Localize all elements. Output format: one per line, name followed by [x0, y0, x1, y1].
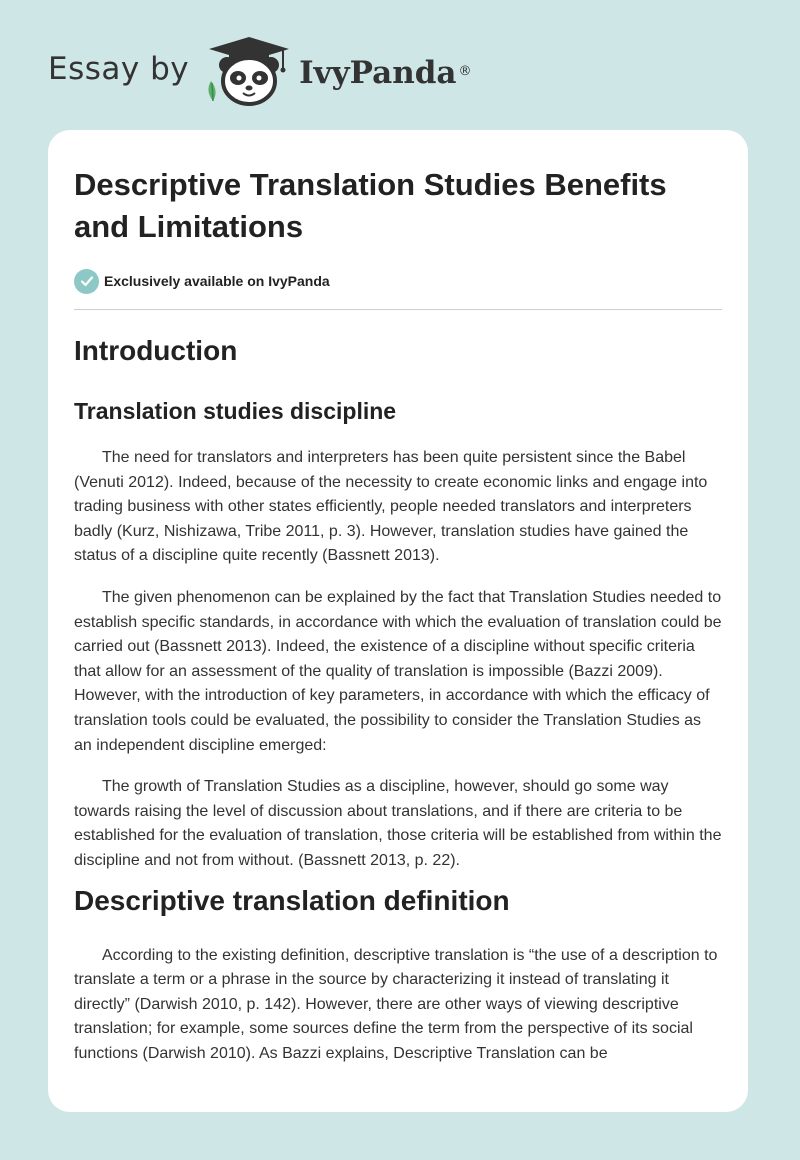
- brand-header[interactable]: [48, 36, 472, 106]
- section-heading-descriptive-translation-definition: Descriptive translation definition: [74, 884, 510, 916]
- exclusive-label: Exclusively available on IvyPanda: [104, 273, 330, 289]
- registered-mark: ®: [458, 63, 472, 79]
- page-title: Descriptive Translation Studies Benefits and Limitations: [74, 167, 667, 244]
- check-icon: [74, 269, 99, 294]
- block-quote: The growth of Translation Studies as a discipline, however, should go some way towards raising the level of discussion about translations, and if there are criteria to be established for the evaluation of translation, those criteria will be established from within the discipline and not from without. (Bassnett 2013, p. 22).: [74, 778, 722, 869]
- essay-card: [48, 130, 748, 1112]
- panda-graduate-icon: [203, 35, 295, 107]
- brand-name: IvyPanda: [299, 55, 457, 91]
- subheading-translation-studies-discipline: Translation studies discipline: [74, 398, 397, 424]
- paragraph: According to the existing definition, descriptive translation is “the use of a description to translate a term or a phrase in the source by characterizing it instead of translating it directly” (Darwish 2010, p. 142). However, there are other ways of viewing descriptive translation; for example, some sources define the term from the perspective of its social functions (Darwish 2010). As Bazzi explains, Descriptive Translation can be: [74, 946, 718, 1062]
- section-heading-introduction: Introduction: [74, 335, 238, 366]
- paragraph: The given phenomenon can be explained by the fact that Translation Studies needed to establish specific standards, in accordance with which the evaluation of translation could be carried out (Bassnett 2013). Indeed, the existence of a discipline without specific criteria that allow for an assessment of the quality of translation is impossible (Bazzi 2009). However, with the introduction of key parameters, in accordance with which the efficacy of translation tools could be evaluated, the possibility to consider the Translation Studies as an independent discipline emerged:: [74, 588, 722, 754]
- essay-by-label: Essay by: [48, 51, 190, 87]
- paragraph: The need for translators and interpreters has been quite persistent since the Babel (Venuti 2012). Indeed, because of the necessity to create economic links and engage into trading business with other states efficiently, people needed translators and interpreters badly (Kurz, Nishizawa, Tribe 2011, p. 3). However, translation studies have gained the status of a discipline quite recently (Bassnett 2013).: [74, 449, 708, 565]
- essay-content: [48, 130, 748, 1066]
- exclusive-badge: [74, 268, 722, 294]
- divider: [74, 309, 722, 310]
